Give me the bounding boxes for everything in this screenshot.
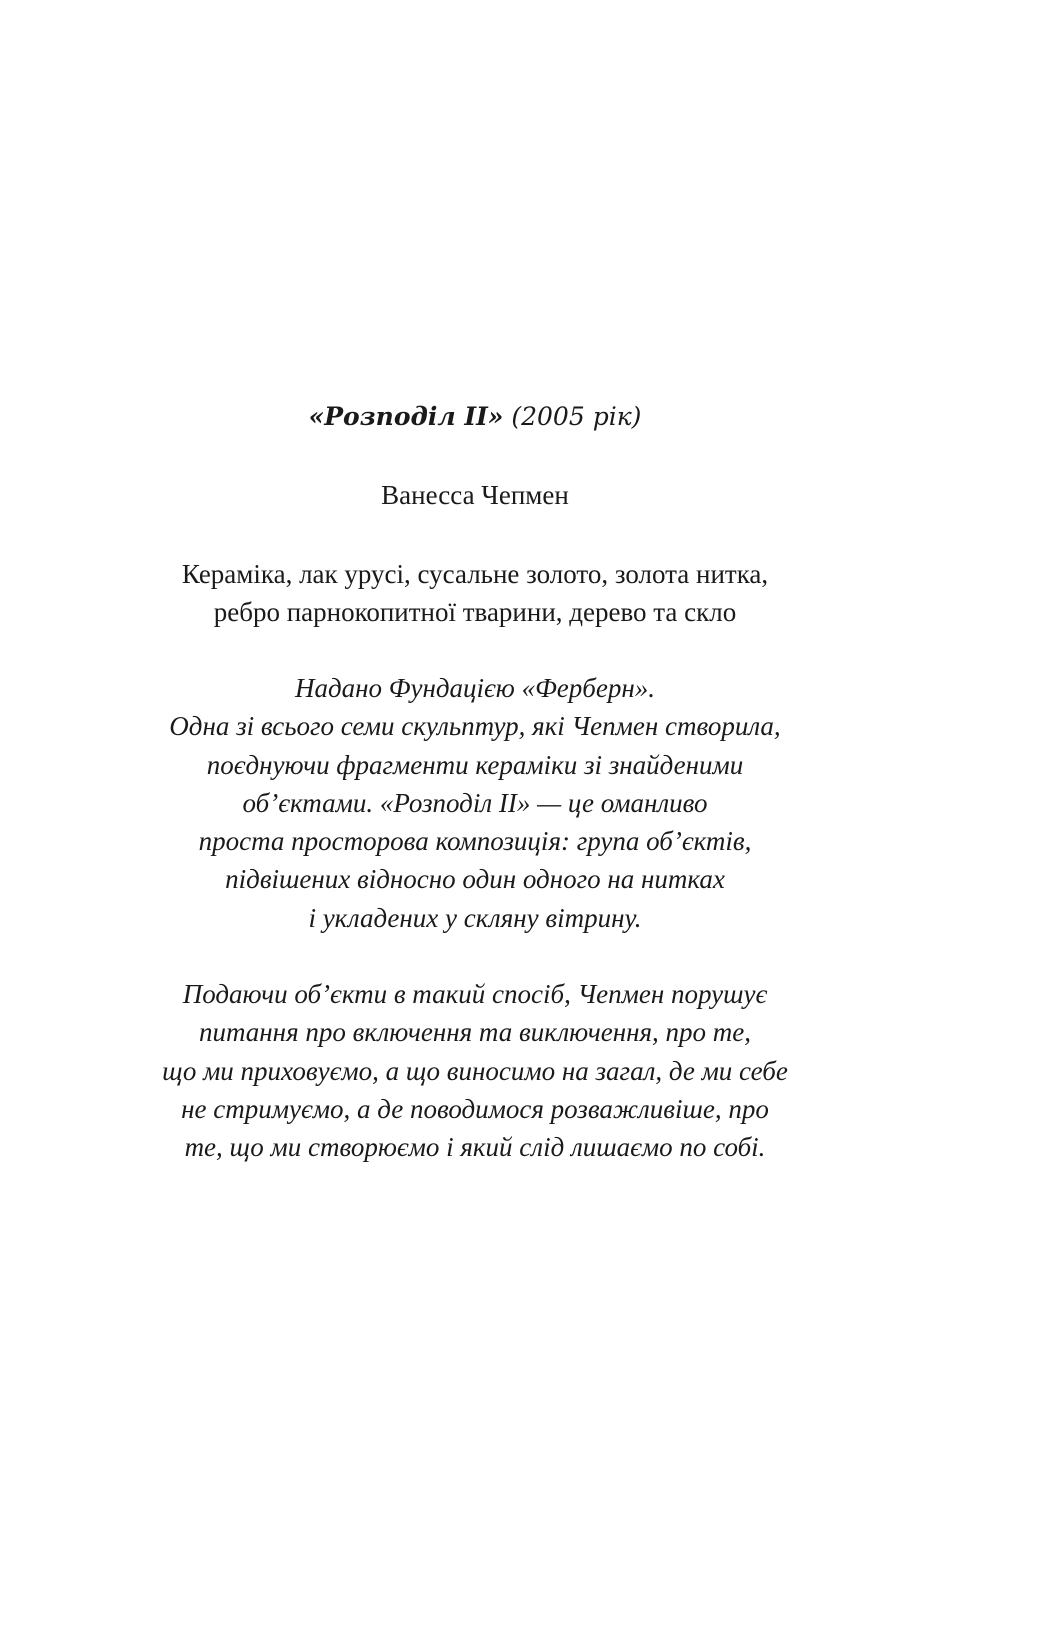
description-paragraph-1 [0,669,950,937]
description-line: те, що ми створюємо і який слід лишаємо по собі. [184,1132,766,1163]
description-paragraph-2 [0,975,950,1166]
artwork-title-line [0,398,950,436]
artwork-author: Ванесса Чепмен [381,480,569,510]
description-line: питання про включення та виключення, про те, [198,1017,752,1048]
description-line: поєднуючи фрагменти кераміки зі знайденими [206,749,744,780]
description-line: Надано Фундацією «Ферберн». [294,673,656,703]
description-line: проста просторова композиція: група об’єктів, [198,826,752,857]
materials-line: ребро парнокопитної тварини, дерево та скло [213,597,737,627]
artwork-materials [0,555,950,631]
description-line: не стримуємо, а де поводимося розважливіше, про [181,1093,769,1124]
artwork-year: (2005 рік) [503,402,642,431]
materials-line: Кераміка, лак урусі, сусальне золото, золота нитка, [181,559,769,589]
description-line: що ми приховуємо, а що виносимо на загал, де ми себе [162,1055,788,1086]
artwork-title: «Розподіл II» [308,402,504,431]
description-line: Подаючи об’єкти в такий спосіб, Чепмен порушує [182,979,768,1009]
description-line: Одна зі всього семи скульптур, які Чепмен створила, [169,711,781,742]
description-line: і укладених у скляну вітрину. [308,902,642,933]
description-line: об’єктами. «Розподіл II» — це оманливо [242,787,708,818]
description-line: підвішених відносно один одного на нитках [225,864,725,895]
